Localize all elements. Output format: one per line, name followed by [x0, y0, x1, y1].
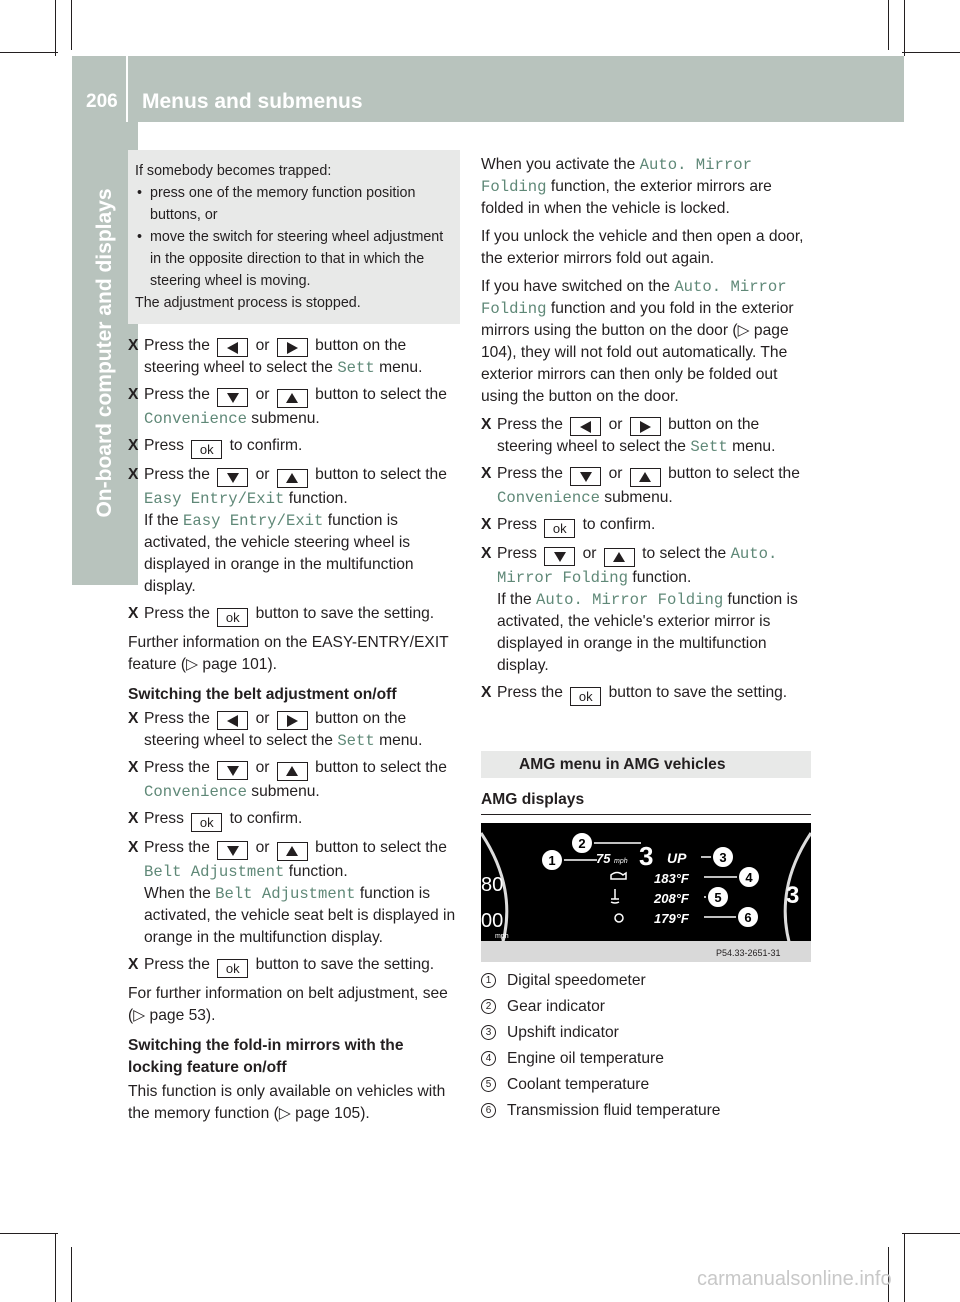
submenu-name: Convenience [497, 489, 600, 507]
belt-further-info: For further information on belt adjustment, see (▷ page 53). [128, 985, 448, 1024]
step-arrow-icon: X [128, 337, 139, 354]
crop-mark [71, 1247, 72, 1302]
amg-subheading: AMG displays [481, 791, 585, 808]
upshift-readout: UP [667, 850, 687, 866]
watermark: carmanualsonline.info [697, 1268, 892, 1290]
note-intro: If somebody becomes trapped: [135, 163, 332, 179]
callout-number-icon: 2 [481, 999, 496, 1014]
section-title: Menus and submenus [142, 90, 363, 113]
header-divider [126, 56, 128, 122]
crop-mark [0, 52, 58, 53]
step-arrow-icon: X [128, 839, 139, 856]
legend-item: 5 Coolant temperature [481, 1072, 811, 1098]
step-arrow-icon: X [481, 465, 492, 482]
fold-heading: Switching the fold-in mirrors with the locking feature on/off [128, 1037, 404, 1076]
step-arrow-icon: X [128, 759, 139, 776]
page-ref-icon: ▷ [133, 1007, 146, 1024]
gauge-label: 80 [481, 874, 504, 896]
ok-button-icon: ok [191, 813, 222, 832]
step: X Press the or button on the steering wheel to select the Sett menu. [481, 416, 776, 456]
callout-label: 5 [714, 890, 722, 905]
crop-mark [0, 1233, 58, 1234]
note-outro: The adjustment process is stopped. [135, 295, 361, 311]
step-arrow-icon: X [128, 437, 139, 454]
step-arrow-icon: X [481, 684, 492, 701]
submenu-name: Convenience [144, 410, 247, 428]
figure-id: P54.33-2651-31 [716, 948, 781, 958]
callout-label: 6 [744, 910, 752, 925]
amg-heading-box: AMG menu in AMG vehicles [481, 751, 811, 778]
step: X Press the ok button to save the setting. [128, 605, 435, 625]
callout-number-icon: 5 [481, 1077, 496, 1092]
step: X Press the or button on the steering wheel to select the Sett menu. [128, 710, 423, 750]
coolant-temp-readout: 208°F [654, 891, 689, 906]
step-arrow-icon: X [128, 956, 139, 973]
gear-readout: 3 [639, 841, 654, 871]
function-name: Auto. Mirror Folding [481, 278, 787, 318]
legend-item: 3 Upshift indicator [481, 1020, 811, 1046]
ok-button-icon: ok [217, 959, 248, 978]
step: X Press ok to confirm. [128, 810, 303, 830]
crop-mark [904, 1233, 905, 1302]
right-gauge-gear: 3 [786, 882, 800, 909]
paragraph: When you activate the Auto. Mirror Folding function, the exterior mirrors are folded in when the vehicle is locked. [481, 156, 772, 217]
right-arrow-button-icon [630, 417, 661, 436]
gauge-unit: mph [495, 933, 509, 940]
step: X Press the ok button to save the setting. [481, 684, 788, 704]
paragraph: If you have switched on the Auto. Mirror Folding function and you fold in the exterior mirrors using the button on the door (▷ page 104), they will not fold out automatically. The exterior mirrors can then only be folded out using the button on the door. [481, 278, 794, 405]
step: X Press ok to confirm. [128, 437, 303, 457]
ok-button-icon: ok [544, 519, 575, 538]
step-arrow-icon: X [128, 605, 139, 622]
step: X Press the or button to select the Belt Adjustment function. When the Belt Adjustment function is activated, the vehicle seat belt is displayed in orange in the multifunction display. [128, 839, 456, 946]
page-ref-icon: ▷ [737, 322, 750, 339]
step: X Press the or button on the steering wheel to select the Sett menu. [128, 337, 423, 377]
amg-display-illustration [481, 823, 811, 962]
up-button-icon [277, 762, 308, 781]
page-ref-icon: ▷ [278, 1105, 291, 1122]
legend-item: 1 Digital speedometer [481, 968, 811, 994]
callout-label: 3 [719, 850, 727, 865]
right-arrow-button-icon [277, 711, 308, 730]
step-arrow-icon: X [128, 466, 139, 483]
crop-mark [55, 0, 56, 56]
legend-item: 4 Engine oil temperature [481, 1046, 811, 1072]
oil-temp-readout: 183°F [654, 871, 689, 886]
page-ref-icon: ▷ [186, 656, 199, 673]
callout-number-icon: 6 [481, 1103, 496, 1118]
ok-button-icon: ok [191, 440, 222, 459]
down-button-icon [570, 467, 601, 486]
up-button-icon [277, 842, 308, 861]
belt-heading: Switching the belt adjustment on/off [128, 686, 397, 703]
page-number: 206 [86, 91, 118, 112]
callout-number-icon: 4 [481, 1051, 496, 1066]
up-button-icon [630, 468, 661, 487]
step: X Press ok to confirm. [481, 516, 656, 536]
function-name: Easy Entry/Exit [183, 512, 324, 530]
callout-number-icon: 3 [481, 1025, 496, 1040]
further-info: Further information on the EASY-ENTRY/EXIT feature (▷ page 101). [128, 634, 449, 673]
down-button-icon [217, 841, 248, 860]
left-arrow-button-icon [217, 338, 248, 357]
crop-mark [902, 1233, 960, 1234]
step: X Press the or button to select the Easy Entry/Exit function. If the Easy Entry/Exit function is activated, the vehicle steering wheel is displayed in orange in the multifunction display. [128, 466, 447, 595]
left-column [128, 150, 460, 1131]
callout-label: 4 [745, 870, 753, 885]
note-bullet: • move the switch for steering wheel adjustment in the opposite direction to that in which the steering wheel is moving. [135, 226, 453, 292]
submenu-name: Convenience [144, 783, 247, 801]
step-arrow-icon: X [128, 386, 139, 403]
down-button-icon [544, 547, 575, 566]
down-button-icon [217, 761, 248, 780]
callout-legend [481, 968, 811, 1124]
right-column [481, 154, 811, 711]
menu-name: Sett [337, 359, 375, 377]
step-arrow-icon: X [481, 516, 492, 533]
function-name: Auto. Mirror Folding [481, 156, 752, 196]
transmission-temp-readout: 179°F [654, 911, 689, 926]
callout-label: 1 [548, 853, 556, 868]
legend-item: 6 Transmission fluid temperature [481, 1098, 811, 1124]
function-name: Auto. Mirror Folding [497, 545, 778, 587]
paragraph: If you unlock the vehicle and then open a door, the exterior mirrors fold out again. [481, 228, 804, 267]
chapter-title: On-board computer and displays [93, 188, 116, 518]
crop-mark [71, 0, 72, 50]
fold-text: This function is only available on vehicles with the memory function (▷ page 105). [128, 1083, 446, 1122]
gauge-label: 00 [481, 910, 504, 932]
down-button-icon [217, 468, 248, 487]
up-button-icon [277, 469, 308, 488]
step-arrow-icon: X [128, 810, 139, 827]
function-name: Belt Adjustment [215, 885, 356, 903]
callout-number-icon: 1 [481, 973, 496, 988]
step-arrow-icon: X [481, 545, 492, 562]
up-button-icon [277, 389, 308, 408]
function-name: Belt Adjustment [144, 863, 285, 881]
legend-item: 2 Gear indicator [481, 994, 811, 1020]
callout-label: 2 [578, 836, 586, 851]
speed-unit: mph [614, 858, 628, 865]
left-arrow-button-icon [570, 417, 601, 436]
step: X Press the or button to select the Convenience submenu. [128, 759, 447, 801]
right-arrow-button-icon [277, 338, 308, 357]
up-button-icon [604, 548, 635, 567]
step: X Press the ok button to save the setting. [128, 956, 435, 976]
note-bullet: • press one of the memory function position buttons, or [135, 182, 453, 226]
crop-mark [904, 0, 905, 56]
step-arrow-icon: X [481, 416, 492, 433]
note-box [128, 150, 460, 324]
step: X Press the or button to select the Convenience submenu. [481, 465, 800, 507]
function-name: Easy Entry/Exit [144, 490, 285, 508]
heading-rule [481, 814, 811, 815]
speed-readout: 75 [596, 851, 611, 866]
step-arrow-icon: X [128, 710, 139, 727]
ok-button-icon: ok [570, 687, 601, 706]
menu-name: Sett [690, 438, 728, 456]
crop-mark [55, 1233, 56, 1302]
crop-mark [902, 52, 960, 53]
down-button-icon [217, 388, 248, 407]
step: X Press or to select the Auto. Mirror Folding function. If the Auto. Mirror Folding function is activated, the vehicle's exterior mirror is displayed in orange in the multifunction display. [481, 545, 798, 674]
left-arrow-button-icon [217, 711, 248, 730]
function-name: Auto. Mirror Folding [536, 591, 724, 609]
menu-name: Sett [337, 732, 375, 750]
crop-mark [888, 0, 889, 50]
step: X Press the or button to select the Convenience submenu. [128, 386, 447, 428]
ok-button-icon: ok [217, 608, 248, 627]
